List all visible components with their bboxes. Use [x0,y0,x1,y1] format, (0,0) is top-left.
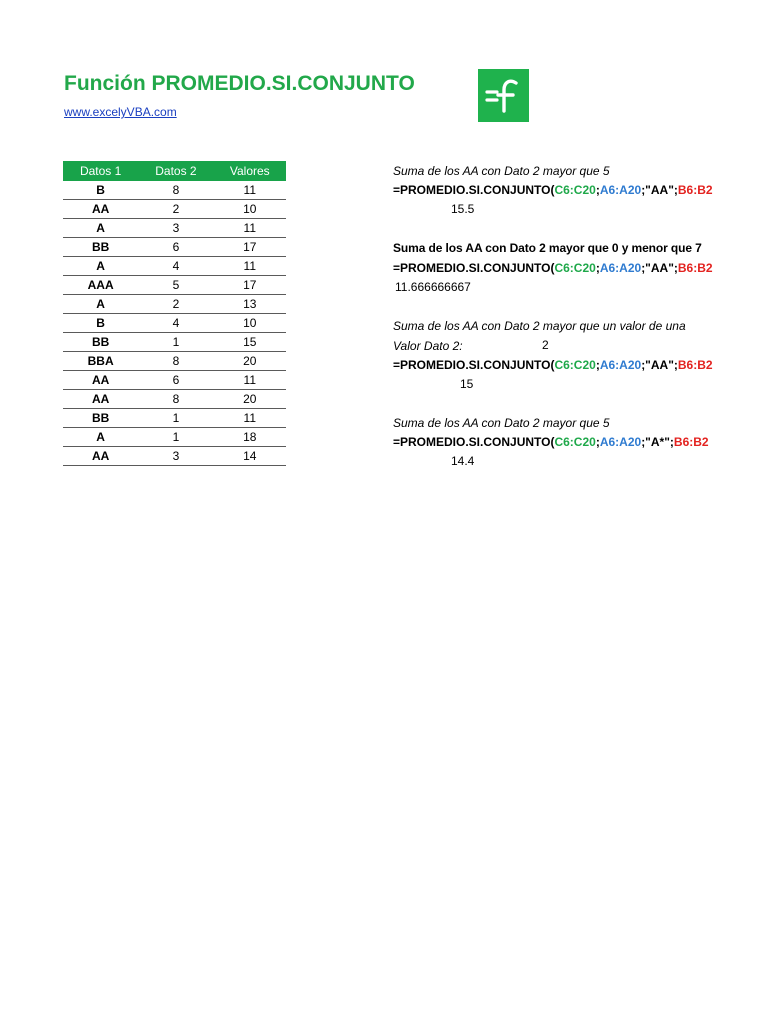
table-cell[interactable]: BB [63,238,138,257]
table-cell[interactable]: 14 [214,447,286,466]
valor-input-cell[interactable]: 2 [542,338,549,352]
table-cell[interactable]: BB [63,333,138,352]
result-value: 15.5 [451,202,475,216]
table-cell[interactable]: 3 [138,447,213,466]
example-description: Suma de los AA con Dato 2 mayor que 5 [393,416,610,430]
table-row [63,409,286,428]
formula-cell[interactable]: =PROMEDIO.SI.CONJUNTO(C6:C20;A6:A20;"A*";B6:B2 [393,435,709,449]
table-cell[interactable]: 8 [138,352,213,371]
table-cell[interactable]: 11 [214,409,286,428]
table-cell[interactable]: 8 [138,181,213,200]
table-cell[interactable]: 11 [214,181,286,200]
table-cell[interactable]: 2 [138,200,213,219]
result-value: 15 [460,377,474,391]
table-cell[interactable]: AA [63,200,138,219]
table-row [63,276,286,295]
valor-label: Valor Dato 2: [393,339,463,353]
table-row [63,314,286,333]
table-cell[interactable]: 11 [214,371,286,390]
website-link[interactable]: www.excelyVBA.com [64,105,177,119]
table-cell[interactable]: 20 [214,352,286,371]
table-cell[interactable]: 18 [214,428,286,447]
table-row [63,295,286,314]
table-cell[interactable]: A [63,428,138,447]
table-row [63,390,286,409]
example-description: Suma de los AA con Dato 2 mayor que un valor de una [393,319,686,333]
table-cell[interactable]: 8 [138,390,213,409]
table-cell[interactable]: 15 [214,333,286,352]
table-body [63,181,286,466]
formula-cell[interactable]: =PROMEDIO.SI.CONJUNTO(C6:C20;A6:A20;"AA";B6:B2 [393,183,713,197]
table-cell[interactable]: 11 [214,257,286,276]
table-cell[interactable]: 17 [214,276,286,295]
table-row [63,238,286,257]
table-cell[interactable]: 10 [214,200,286,219]
table-cell[interactable]: 1 [138,428,213,447]
table-cell[interactable]: A [63,219,138,238]
table-cell[interactable]: B [63,181,138,200]
example-description: Suma de los AA con Dato 2 mayor que 0 y menor que 7 [393,241,702,255]
excel-formula-logo [478,69,529,122]
example-description: Suma de los AA con Dato 2 mayor que 5 [393,164,610,178]
result-value: 14.4 [451,454,475,468]
table-cell[interactable]: 11 [214,219,286,238]
column-header: Datos 1 [63,161,138,181]
table-cell[interactable]: 6 [138,371,213,390]
table-cell[interactable]: 5 [138,276,213,295]
table-cell[interactable]: A [63,257,138,276]
table-cell[interactable]: B [63,314,138,333]
table-cell[interactable]: 10 [214,314,286,333]
data-table [63,161,286,466]
equals-f-icon [482,76,526,116]
table-cell[interactable]: AAA [63,276,138,295]
table-row [63,371,286,390]
page-title: Función PROMEDIO.SI.CONJUNTO [64,72,415,95]
table-row [63,200,286,219]
table-row [63,428,286,447]
table-row [63,352,286,371]
table-row [63,257,286,276]
table-cell[interactable]: BBA [63,352,138,371]
table-cell[interactable]: 1 [138,333,213,352]
table-cell[interactable]: 20 [214,390,286,409]
table-cell[interactable]: 1 [138,409,213,428]
formula-cell[interactable]: =PROMEDIO.SI.CONJUNTO(C6:C20;A6:A20;"AA";B6:B2 [393,358,713,372]
formula-cell[interactable]: =PROMEDIO.SI.CONJUNTO(C6:C20;A6:A20;"AA";B6:B2 [393,261,713,275]
table-cell[interactable]: AA [63,371,138,390]
table-cell[interactable]: A [63,295,138,314]
table-cell[interactable]: BB [63,409,138,428]
table-cell[interactable]: 2 [138,295,213,314]
table-row [63,219,286,238]
table-cell[interactable]: 4 [138,257,213,276]
result-value: 11.666666667 [395,280,471,294]
table-cell[interactable]: 3 [138,219,213,238]
table-cell[interactable]: 13 [214,295,286,314]
column-header: Valores [214,161,286,181]
table-cell[interactable]: AA [63,390,138,409]
table-cell[interactable]: 6 [138,238,213,257]
table-row [63,333,286,352]
table-cell[interactable]: 17 [214,238,286,257]
table-cell[interactable]: 4 [138,314,213,333]
table-row [63,447,286,466]
column-header: Datos 2 [138,161,213,181]
table-row [63,181,286,200]
table-cell[interactable]: AA [63,447,138,466]
